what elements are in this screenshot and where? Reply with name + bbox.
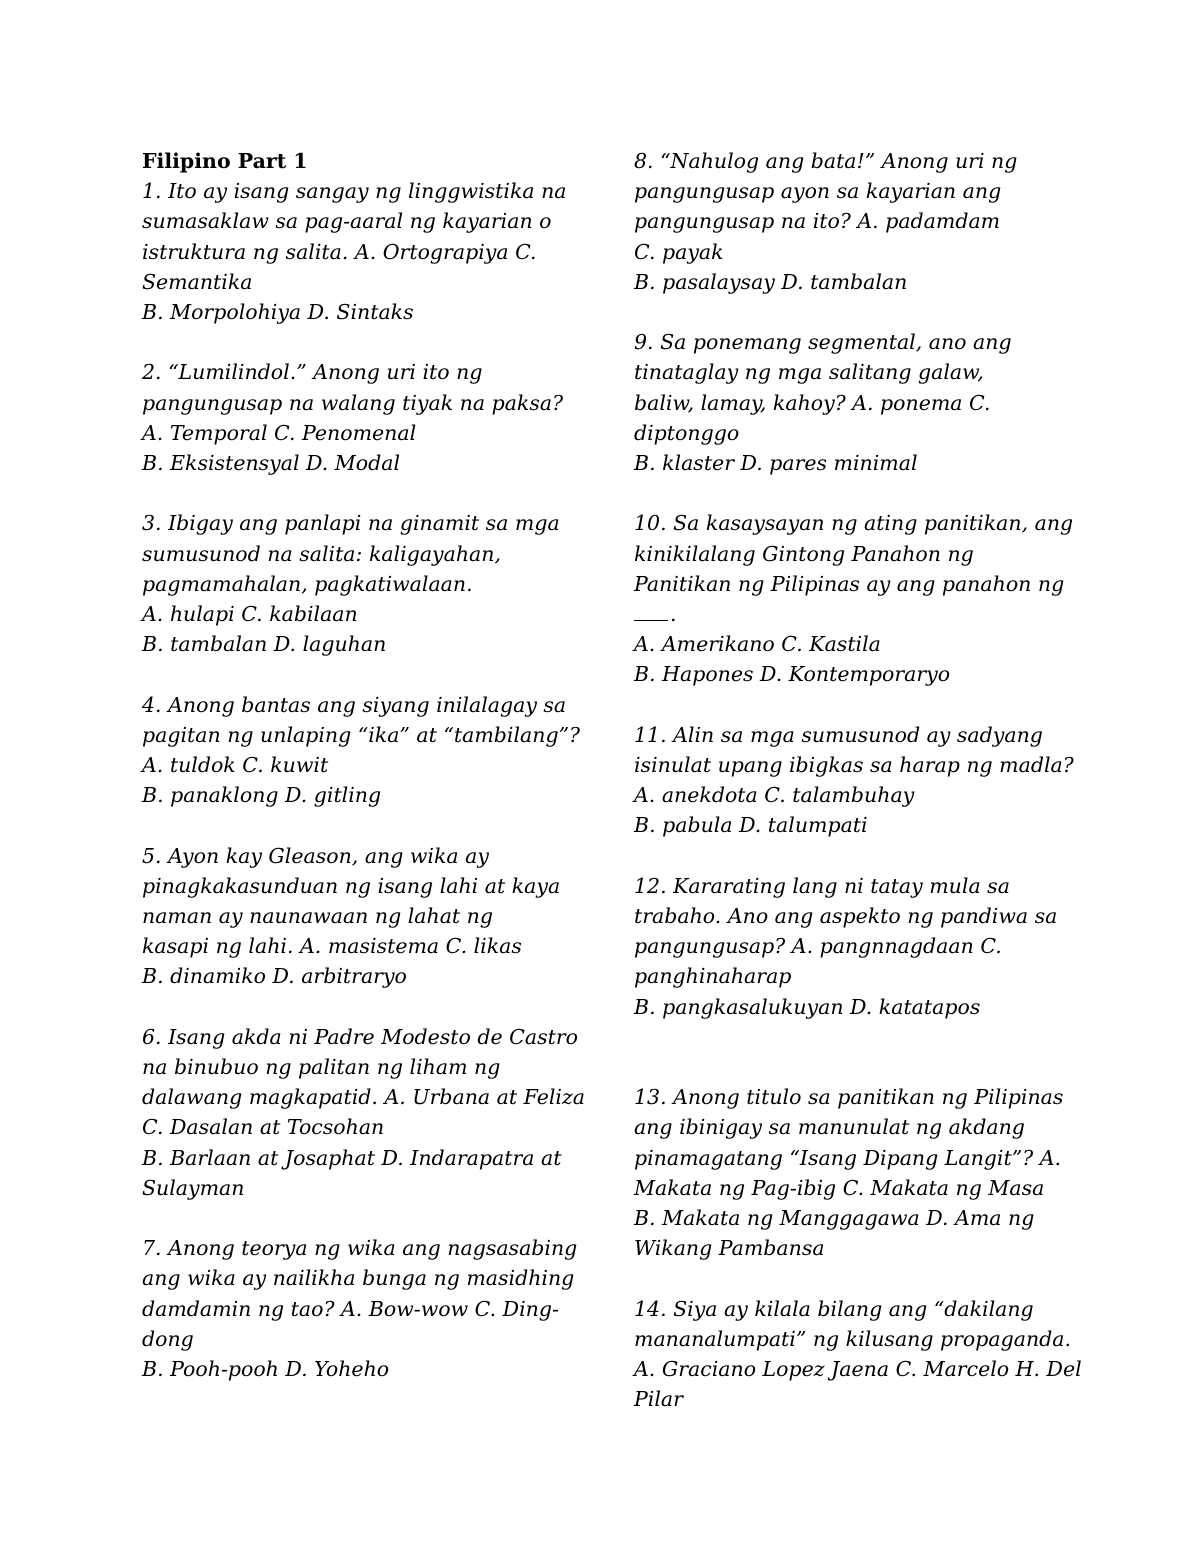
text-line [142,539,582,569]
text-line [634,539,1074,569]
text-line-content: 1. Ito ay isang sangay ng linggwistika na [142,179,567,204]
paragraph-spacer [142,810,582,840]
text-line [142,720,582,750]
text-line [142,1324,582,1354]
text-line [634,629,1074,659]
text-line [634,146,1074,176]
text-line [142,569,582,599]
text-line-content: A. anekdota C. talambuhay [634,783,915,808]
text-line-content: 8. “Nahulog ang bata!” Anong uri ng [634,149,1018,173]
text-line-content: dalawang magkapatid. A. Urbana at Feliza [142,1085,586,1110]
text-line-content: istruktura ng salita. A. Ortograpiya C. [142,239,537,264]
text-line-content: A. Amerikano C. Kastila [634,632,881,657]
text-line-content: 2. “Lumilindol.” Anong uri ito ng [142,360,483,385]
paragraph-spacer [634,1022,1074,1052]
text-line-content: Panitikan ng Pilipinas ay ang panahon ng [634,571,1065,596]
text-line [142,599,582,629]
text-line-content: ang ibinigay sa manunulat ng akdang [634,1115,1025,1140]
text-line [634,1112,1074,1142]
text-line-content: naman ay naunawaan ng lahat ng [142,904,494,929]
text-line-content: B. dinamiko D. arbitraryo [142,964,407,989]
text-line [634,1082,1074,1112]
paragraph-spacer [634,1263,1074,1293]
text-line [142,237,582,267]
text-line-content: B. panaklong D. gitling [142,783,382,808]
text-line [634,267,1074,297]
text-line-content: pinamagatang “Isang Dipang Langit”? A. [634,1145,1062,1170]
text-line [142,418,582,448]
text-line-content: 3. Ibigay ang panlapi na ginamit sa mga [142,511,560,536]
text-line-content: A. Graciano Lopez Jaena C. Marcelo H. Del [634,1357,1082,1382]
paragraph-spacer [142,327,582,357]
text-line [142,931,582,961]
text-line [634,418,1074,448]
paragraph-spacer [142,478,582,508]
text-line-content: baliw, lamay, kahoy? A. ponema C. [634,390,991,415]
text-line-content: B. Eksistensyal D. Modal [142,451,401,476]
text-line-content: 6. Isang akda ni Padre Modesto de Castro [142,1024,578,1049]
text-line [142,1233,582,1263]
text-line-content: 12. Kararating lang ni tatay mula sa [634,873,1010,898]
text-line [634,659,1074,689]
paragraph-spacer [634,1052,1074,1082]
text-line [634,1233,1074,1263]
text-line-content: B. tambalan D. laguhan [142,632,387,657]
text-line [142,1022,582,1052]
text-line [634,508,1074,538]
text-line-content: Makata ng Pag-ibig C. Makata ng Masa [634,1175,1045,1200]
text-line [634,871,1074,901]
text-line-content: kinikilalang Gintong Panahon ng [634,541,974,566]
text-line-content: C. payak [634,239,724,264]
text-line [634,1143,1074,1173]
paragraph-spacer [634,478,1074,508]
text-line-content: 7. Anong teorya ng wika ang nagsasabing [142,1236,578,1261]
text-line [142,871,582,901]
text-line-content: C. Dasalan at Tocsohan [142,1115,385,1140]
text-line-content: 5. Ayon kay Gleason, ang wika ay [142,843,489,868]
text-line [634,1294,1074,1324]
text-line [634,780,1074,810]
text-line [142,780,582,810]
text-line-content: 11. Alin sa mga sumusunod ay sadyang [634,722,1043,747]
text-line-content: panghinaharap [634,964,792,989]
text-line-content: Wikang Pambansa [634,1236,825,1261]
text-line-content: trabaho. Ano ang aspekto ng pandiwa sa [634,904,1058,929]
text-line [634,237,1074,267]
text-line-content: B. pabula D. talumpati [634,813,868,838]
text-line-content: ang wika ay nailikha bunga ng masidhing [142,1266,575,1291]
text-line-content: A. tuldok C. kuwit [142,753,329,778]
text-line [142,448,582,478]
text-line [634,327,1074,357]
paragraph-spacer [142,659,582,689]
text-line [142,1143,582,1173]
text-line [634,448,1074,478]
text-line [142,629,582,659]
text-line-content: A. Temporal C. Penomenal [142,420,417,445]
text-line [142,961,582,991]
text-line-content: B. klaster D. pares minimal [634,451,918,476]
text-line-content: B. Hapones D. Kontemporaryo [634,662,951,687]
text-line [634,388,1074,418]
text-line-content: pagmamahalan, pagkatiwalaan. [142,571,473,596]
text-line [634,1354,1082,1384]
text-line-content: 10. Sa kasaysayan ng ating panitikan, ang [634,511,1074,536]
text-line [634,931,1074,961]
left-column [142,146,586,1384]
text-line [634,1384,1074,1414]
text-line [634,1324,1074,1354]
text-line-content: pangungusap na ito? A. padamdam [634,209,1001,234]
paragraph-spacer [634,297,1074,327]
text-line [634,901,1074,931]
text-line [634,569,1074,599]
text-line-content: 13. Anong titulo sa panitikan ng Pilipinas [634,1085,1064,1110]
text-line [634,1173,1074,1203]
text-line [142,176,582,206]
text-line-content: pangungusap na walang tiyak na paksa? [142,390,564,415]
text-line-content: B. Makata ng Manggagawa D. Ama ng [634,1206,1035,1231]
right-column [634,146,1082,1414]
text-line-content: B. Morpolohiya D. Sintaks [142,300,414,325]
text-line-content: sumasaklaw sa pag-aaral ng kayarian o [142,209,552,234]
document-title: Filipino Part 1 [142,149,308,173]
text-line-content: sumusunod na salita: kaligayahan, [142,541,502,566]
text-line [142,1082,586,1112]
paragraph-spacer [142,992,582,1022]
text-line-content: Sulayman [142,1175,245,1200]
text-line-content: . [670,602,677,627]
text-line-content: Pilar [634,1387,683,1412]
text-line-content: 14. Siya ay kilala bilang ang “dakilang [634,1296,1034,1321]
text-line [142,1263,582,1293]
text-line [634,176,1074,206]
text-line-content: B. pangkasalukuyan D. katatapos [634,994,981,1019]
text-line-content: pagitan ng unlaping “ika” at “tambilang”? [142,722,581,747]
text-line-content: B. Pooh-pooh D. Yoheho [142,1357,390,1382]
text-line-content: A. hulapi C. kabilaan [142,602,358,627]
text-line-content: pinagkakasunduan ng isang lahi at kaya [142,873,561,898]
text-line [634,206,1074,236]
text-line [634,750,1074,780]
text-line-content: Semantika [142,269,253,294]
paragraph-spacer [142,1203,582,1233]
paragraph-spacer [634,690,1074,720]
text-line [142,1173,582,1203]
text-line [142,1112,582,1142]
text-line [634,720,1074,750]
text-line-content: 4. Anong bantas ang siyang inilalagay sa [142,692,567,717]
text-line-content: dong [142,1326,194,1351]
text-line [142,206,582,236]
text-line [634,992,1074,1022]
text-line-content: na binubuo ng palitan ng liham ng [142,1055,501,1080]
text-line [634,810,1074,840]
text-line-content: tinataglay ng mga salitang galaw, [634,360,984,385]
text-line-content: diptonggo [634,420,740,445]
text-line [142,901,582,931]
text-line [142,297,582,327]
text-line [634,961,1074,991]
paragraph-spacer [634,841,1074,871]
text-line-content: kasapi ng lahi. A. masistema C. likas [142,934,522,959]
text-line-content: 9. Sa ponemang segmental, ano ang [634,330,1012,355]
text-line [142,841,582,871]
text-line [634,357,1074,387]
text-line-content: pangungusap? A. pangnnagdaan C. [634,934,1002,959]
text-line [142,750,582,780]
text-line [142,388,582,418]
text-line [142,1354,582,1384]
text-line [634,599,1074,629]
text-line [142,1294,582,1324]
text-line [142,267,582,297]
text-line [142,357,582,387]
text-line-content: mananalumpati” ng kilusang propaganda. [634,1326,1072,1351]
text-line [142,690,582,720]
text-line [142,508,582,538]
text-line [142,1052,582,1082]
fill-in-blank [634,620,668,621]
text-line-content: B. Barlaan at Josaphat D. Indarapatra at [142,1145,562,1170]
text-line [634,1203,1074,1233]
text-line-content: B. pasalaysay D. tambalan [634,269,908,294]
text-line-content: pangungusap ayon sa kayarian ang [634,179,1002,204]
text-line-content: damdamin ng tao? A. Bow-wow C. Ding- [142,1296,559,1321]
text-line-content: isinulat upang ibigkas sa harap ng madla? [634,753,1074,778]
